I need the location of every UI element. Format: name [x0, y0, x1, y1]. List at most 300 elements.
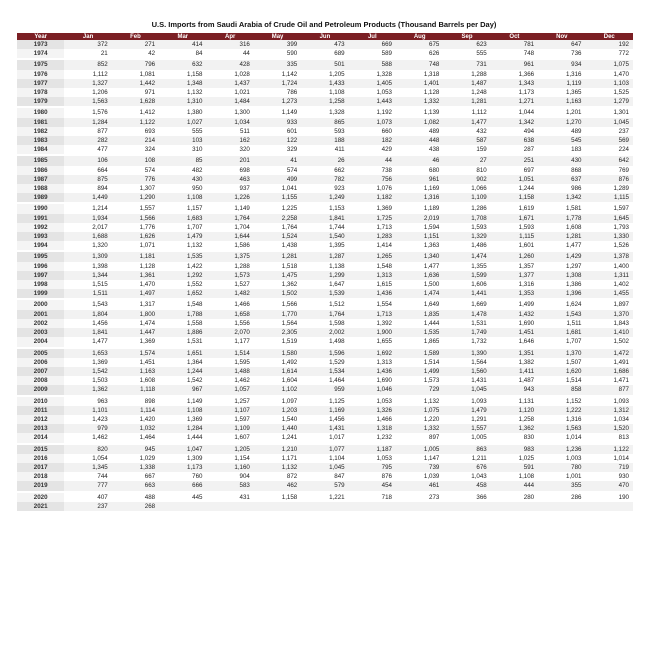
value-cell: 268 [112, 502, 159, 511]
column-header-year: Year [17, 33, 64, 40]
value-cell: 1,420 [112, 415, 159, 424]
year-cell: 2000 [17, 299, 64, 309]
value-cell: 1,226 [207, 193, 254, 203]
column-header-jan: Jan [64, 33, 111, 40]
table-row [17, 214, 633, 223]
value-cell: 1,290 [112, 193, 159, 203]
value-cell: 1,149 [159, 396, 206, 406]
value-cell: 1,540 [301, 232, 348, 241]
value-cell: 1,342 [491, 118, 538, 127]
value-cell: 1,558 [159, 319, 206, 328]
value-cell: 454 [349, 481, 396, 491]
value-cell: 647 [538, 40, 585, 49]
year-cell: 1981 [17, 118, 64, 127]
year-cell: 1994 [17, 241, 64, 251]
value-cell: 1,112 [64, 70, 111, 79]
value-cell: 1,288 [443, 70, 490, 79]
value-cell: 1,484 [207, 97, 254, 107]
value-cell [443, 502, 490, 511]
value-cell: 961 [396, 175, 443, 184]
value-cell: 760 [159, 472, 206, 481]
value-cell: 729 [396, 385, 443, 395]
year-cell: 1982 [17, 127, 64, 136]
value-cell: 489 [538, 127, 585, 136]
value-cell: 777 [64, 481, 111, 491]
value-cell: 1,423 [64, 415, 111, 424]
value-cell: 1,690 [491, 319, 538, 328]
value-cell: 1,658 [207, 310, 254, 319]
value-cell: 1,470 [112, 280, 159, 289]
table-row [17, 193, 633, 203]
value-cell: 1,270 [538, 118, 585, 127]
value-cell: 1,436 [349, 367, 396, 376]
column-header-sep: Sep [443, 33, 490, 40]
value-cell: 1,392 [349, 319, 396, 328]
table-row [17, 145, 633, 155]
value-cell: 1,456 [301, 415, 348, 424]
value-cell: 782 [301, 175, 348, 184]
value-cell: 786 [254, 88, 301, 97]
value-cell: 1,573 [207, 271, 254, 280]
value-cell: 1,034 [207, 118, 254, 127]
year-cell: 1973 [17, 40, 64, 49]
value-cell: 1,897 [586, 299, 634, 309]
value-cell: 1,382 [491, 358, 538, 367]
value-cell: 310 [159, 145, 206, 155]
value-cell: 192 [586, 40, 634, 49]
value-cell: 1,557 [112, 203, 159, 213]
value-cell: 979 [64, 424, 111, 433]
value-cell: 1,520 [586, 424, 634, 433]
value-cell: 1,704 [207, 223, 254, 232]
value-cell: 237 [586, 127, 634, 136]
value-cell: 545 [538, 136, 585, 145]
year-cell: 2015 [17, 444, 64, 454]
value-cell: 1,342 [538, 193, 585, 203]
value-cell: 1,378 [586, 251, 634, 261]
value-cell: 623 [443, 40, 490, 49]
value-cell: 1,017 [301, 433, 348, 443]
value-cell: 251 [491, 155, 538, 165]
value-cell: 1,045 [301, 463, 348, 472]
year-cell: 1989 [17, 193, 64, 203]
value-cell: 632 [159, 59, 206, 69]
value-cell: 748 [396, 59, 443, 69]
value-cell: 1,477 [443, 118, 490, 127]
value-cell: 660 [349, 127, 396, 136]
value-cell: 1,109 [443, 193, 490, 203]
value-cell: 1,222 [538, 406, 585, 415]
value-cell: 1,157 [159, 203, 206, 213]
value-cell: 1,205 [207, 444, 254, 454]
value-cell: 1,500 [396, 280, 443, 289]
value-cell: 470 [586, 481, 634, 491]
value-cell: 1,051 [491, 175, 538, 184]
value-cell: 1,451 [491, 328, 538, 337]
table-row [17, 406, 633, 415]
value-cell: 1,628 [112, 97, 159, 107]
value-cell: 1,108 [159, 406, 206, 415]
value-cell: 1,525 [586, 88, 634, 97]
year-cell: 1995 [17, 251, 64, 261]
value-cell: 1,103 [586, 79, 634, 88]
value-cell: 1,488 [207, 367, 254, 376]
table-row [17, 415, 633, 424]
value-cell: 1,093 [443, 396, 490, 406]
value-cell: 1,271 [491, 97, 538, 107]
value-cell: 46 [396, 155, 443, 165]
value-cell: 1,053 [349, 454, 396, 463]
value-cell: 190 [586, 492, 634, 502]
value-cell: 1,540 [254, 415, 301, 424]
value-cell: 1,318 [396, 70, 443, 79]
value-cell: 959 [301, 385, 348, 395]
value-cell: 1,548 [349, 262, 396, 271]
value-cell: 430 [159, 175, 206, 184]
value-cell: 1,462 [207, 376, 254, 385]
value-cell: 1,284 [159, 424, 206, 433]
value-cell: 1,288 [207, 262, 254, 271]
value-cell: 1,028 [207, 70, 254, 79]
value-cell: 1,526 [586, 241, 634, 251]
value-cell: 1,649 [396, 299, 443, 309]
value-cell: 736 [538, 49, 585, 59]
value-cell: 1,563 [64, 97, 111, 107]
value-cell: 1,607 [207, 433, 254, 443]
value-cell: 445 [159, 492, 206, 502]
value-cell: 1,491 [586, 358, 634, 367]
value-cell: 1,542 [159, 376, 206, 385]
value-cell: 1,142 [254, 70, 301, 79]
value-cell: 1,502 [254, 289, 301, 299]
value-cell: 444 [491, 481, 538, 491]
value-cell: 1,283 [349, 232, 396, 241]
value-cell: 1,107 [207, 406, 254, 415]
value-cell: 1,338 [112, 463, 159, 472]
year-cell: 1991 [17, 214, 64, 223]
value-cell: 810 [443, 166, 490, 175]
year-cell: 2011 [17, 406, 64, 415]
value-cell: 1,554 [349, 299, 396, 309]
column-header-jun: Jun [301, 33, 348, 40]
value-cell: 1,560 [443, 367, 490, 376]
value-cell: 1,232 [349, 433, 396, 443]
year-cell: 1992 [17, 223, 64, 232]
value-cell: 1,466 [349, 415, 396, 424]
value-cell: 1,518 [254, 262, 301, 271]
value-cell: 875 [64, 175, 111, 184]
value-cell: 482 [159, 166, 206, 175]
value-cell: 1,534 [301, 367, 348, 376]
value-cell: 1,316 [538, 70, 585, 79]
value-cell: 280 [491, 492, 538, 502]
column-header-aug: Aug [396, 33, 443, 40]
value-cell: 1,132 [159, 88, 206, 97]
value-cell: 1,543 [538, 310, 585, 319]
value-cell: 1,149 [254, 107, 301, 117]
value-cell: 1,115 [586, 193, 634, 203]
value-cell: 1,132 [159, 241, 206, 251]
value-cell: 1,158 [159, 70, 206, 79]
table-row [17, 127, 633, 136]
value-cell: 662 [301, 166, 348, 175]
value-cell: 583 [207, 481, 254, 491]
value-cell: 1,077 [301, 444, 348, 454]
value-cell: 1,132 [396, 396, 443, 406]
value-cell: 1,690 [349, 376, 396, 385]
value-cell: 1,236 [538, 444, 585, 454]
value-cell: 1,596 [301, 348, 348, 358]
value-cell: 1,101 [64, 406, 111, 415]
value-cell: 1,474 [112, 319, 159, 328]
value-cell: 876 [586, 175, 634, 184]
value-cell: 1,512 [301, 299, 348, 309]
value-cell: 1,244 [159, 367, 206, 376]
value-cell: 1,429 [538, 251, 585, 261]
value-cell: 188 [301, 136, 348, 145]
value-cell: 1,369 [112, 337, 159, 347]
year-cell: 1980 [17, 107, 64, 117]
value-cell: 1,542 [64, 367, 111, 376]
value-cell: 1,886 [159, 328, 206, 337]
value-cell: 1,316 [396, 193, 443, 203]
value-cell: 1,614 [254, 367, 301, 376]
year-cell: 1998 [17, 280, 64, 289]
value-cell: 1,431 [443, 376, 490, 385]
table-row [17, 155, 633, 165]
value-cell: 1,365 [538, 88, 585, 97]
value-cell: 1,464 [301, 376, 348, 385]
value-cell: 1,332 [396, 97, 443, 107]
value-cell: 1,793 [586, 223, 634, 232]
value-cell: 1,411 [491, 367, 538, 376]
value-cell: 1,788 [159, 310, 206, 319]
value-cell: 411 [301, 145, 348, 155]
value-cell: 569 [586, 136, 634, 145]
table-row [17, 97, 633, 107]
value-cell: 1,449 [64, 193, 111, 203]
value-cell [491, 502, 538, 511]
value-cell: 1,606 [443, 280, 490, 289]
value-cell: 626 [396, 49, 443, 59]
value-cell: 1,027 [159, 118, 206, 127]
value-cell: 1,401 [396, 79, 443, 88]
column-header-oct: Oct [491, 33, 538, 40]
year-cell: 1977 [17, 79, 64, 88]
value-cell: 489 [396, 127, 443, 136]
value-cell: 934 [538, 59, 585, 69]
value-cell: 1,395 [301, 241, 348, 251]
value-cell: 877 [64, 127, 111, 136]
table-row [17, 433, 633, 443]
year-cell: 1979 [17, 97, 64, 107]
value-cell: 1,464 [112, 433, 159, 443]
table-row [17, 463, 633, 472]
value-cell: 1,258 [301, 97, 348, 107]
value-cell: 1,355 [443, 262, 490, 271]
value-cell: 1,351 [491, 348, 538, 358]
value-cell: 872 [254, 472, 301, 481]
year-cell: 2003 [17, 328, 64, 337]
value-cell: 429 [349, 145, 396, 155]
value-cell: 1,707 [538, 337, 585, 347]
value-cell: 1,653 [64, 348, 111, 358]
value-cell: 1,369 [349, 203, 396, 213]
value-cell: 669 [349, 40, 396, 49]
value-cell: 1,396 [538, 289, 585, 299]
value-cell: 1,599 [443, 271, 490, 280]
value-cell: 1,681 [538, 328, 585, 337]
value-cell: 1,447 [112, 328, 159, 337]
value-cell: 1,317 [112, 299, 159, 309]
value-cell: 1,205 [301, 70, 348, 79]
value-cell: 463 [207, 175, 254, 184]
value-cell: 1,021 [207, 88, 254, 97]
value-cell: 1,646 [491, 337, 538, 347]
value-cell: 593 [301, 127, 348, 136]
value-cell: 414 [159, 40, 206, 49]
value-cell: 1,364 [159, 358, 206, 367]
value-cell: 1,841 [64, 328, 111, 337]
value-cell: 638 [491, 136, 538, 145]
year-cell: 1974 [17, 49, 64, 59]
value-cell: 499 [254, 175, 301, 184]
value-cell: 1,029 [112, 454, 159, 463]
value-cell: 1,189 [396, 203, 443, 213]
value-cell: 680 [396, 166, 443, 175]
value-cell: 876 [349, 472, 396, 481]
value-cell: 1,102 [254, 385, 301, 395]
value-cell: 588 [349, 59, 396, 69]
value-cell: 2,019 [396, 214, 443, 223]
value-cell: 1,524 [254, 232, 301, 241]
value-cell: 1,499 [491, 299, 538, 309]
value-cell: 407 [64, 492, 111, 502]
value-cell: 1,498 [301, 337, 348, 347]
value-cell: 1,318 [349, 424, 396, 433]
value-cell: 1,764 [301, 310, 348, 319]
value-cell: 1,443 [349, 97, 396, 107]
value-cell: 1,211 [443, 454, 490, 463]
value-cell: 1,438 [254, 241, 301, 251]
value-cell: 963 [64, 396, 111, 406]
value-cell: 320 [207, 145, 254, 155]
table-row [17, 262, 633, 271]
value-cell: 1,466 [207, 299, 254, 309]
value-cell: 1,608 [112, 376, 159, 385]
table-row [17, 40, 633, 49]
value-cell: 511 [207, 127, 254, 136]
value-cell: 930 [586, 472, 634, 481]
value-cell: 438 [396, 145, 443, 155]
value-cell: 1,564 [443, 358, 490, 367]
value-cell: 1,486 [443, 241, 490, 251]
value-cell: 877 [586, 385, 634, 395]
table-title: U.S. Imports from Saudi Arabia of Crude Oil and Petroleum Products (Thousand Barrels per Day) [151, 20, 497, 29]
value-cell: 1,595 [207, 358, 254, 367]
value-cell: 1,472 [586, 348, 634, 358]
value-cell: 501 [301, 59, 348, 69]
value-cell: 1,502 [586, 337, 634, 347]
value-cell: 1,531 [443, 319, 490, 328]
value-cell: 1,348 [159, 79, 206, 88]
table-row [17, 88, 633, 97]
value-cell: 1,201 [538, 107, 585, 117]
value-cell: 574 [254, 166, 301, 175]
value-cell: 1,163 [112, 367, 159, 376]
value-cell: 1,112 [443, 107, 490, 117]
value-cell: 2,002 [301, 328, 348, 337]
year-cell: 2017 [17, 463, 64, 472]
value-cell: 898 [112, 396, 159, 406]
value-cell: 1,604 [254, 376, 301, 385]
value-cell: 1,345 [64, 463, 111, 472]
value-cell: 1,108 [491, 472, 538, 481]
value-cell: 1,151 [396, 232, 443, 241]
value-cell: 738 [349, 166, 396, 175]
value-cell: 1,361 [112, 271, 159, 280]
value-cell: 1,402 [586, 280, 634, 289]
value-cell: 431 [207, 492, 254, 502]
table-row [17, 107, 633, 117]
value-cell: 1,265 [349, 251, 396, 261]
value-cell: 159 [443, 145, 490, 155]
value-cell: 1,573 [396, 376, 443, 385]
year-cell: 1987 [17, 175, 64, 184]
value-cell: 1,163 [538, 97, 585, 107]
table-row [17, 59, 633, 69]
value-cell: 1,326 [349, 406, 396, 415]
value-cell: 1,281 [254, 251, 301, 261]
value-cell: 1,511 [538, 319, 585, 328]
column-header-feb: Feb [112, 33, 159, 40]
value-cell: 1,514 [207, 348, 254, 358]
value-cell: 1,713 [349, 310, 396, 319]
year-cell: 2021 [17, 502, 64, 511]
year-cell: 2014 [17, 433, 64, 443]
value-cell: 1,297 [538, 262, 585, 271]
value-cell: 1,645 [586, 214, 634, 223]
value-cell: 748 [491, 49, 538, 59]
table-row [17, 367, 633, 376]
value-cell: 1,405 [349, 79, 396, 88]
value-cell: 933 [254, 118, 301, 127]
value-cell: 986 [538, 184, 585, 193]
value-cell: 1,370 [586, 310, 634, 319]
value-cell: 1,369 [159, 415, 206, 424]
value-cell: 1,047 [159, 444, 206, 454]
value-cell: 1,132 [254, 463, 301, 472]
value-cell: 1,770 [254, 310, 301, 319]
value-cell: 1,593 [443, 223, 490, 232]
value-cell: 937 [207, 184, 254, 193]
value-cell: 1,432 [491, 310, 538, 319]
value-cell: 698 [207, 166, 254, 175]
value-cell: 1,362 [254, 280, 301, 289]
value-cell: 1,169 [301, 406, 348, 415]
value-cell: 1,257 [207, 396, 254, 406]
value-cell: 1,328 [301, 107, 348, 117]
value-cell: 591 [491, 463, 538, 472]
value-cell: 1,400 [586, 262, 634, 271]
value-cell: 1,187 [349, 444, 396, 454]
value-cell: 847 [301, 472, 348, 481]
value-cell: 1,108 [159, 193, 206, 203]
value-cell: 1,003 [538, 454, 585, 463]
value-cell: 271 [112, 40, 159, 49]
value-cell: 971 [112, 88, 159, 97]
table-row [17, 385, 633, 395]
